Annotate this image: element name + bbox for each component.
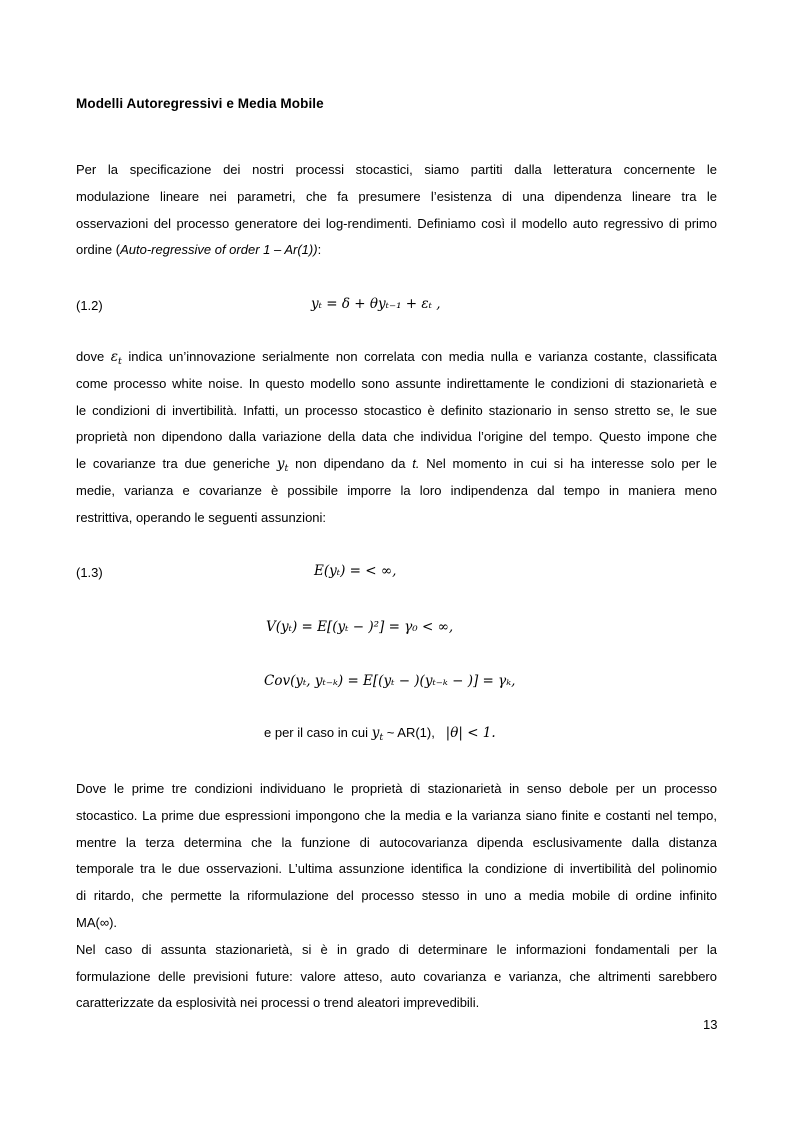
paragraph-stationarity [76,344,717,532]
paragraph-line: le covarianze tra due generiche $y_t$ non dipendano da t. Nel momento in cui si ha interesse solo per le [76,456,717,475]
paragraph-line: dove $\varepsilon_t$ indica un’innovazione serialmente non correlata con media nulla e varianza costante, classificata [76,349,717,367]
equation-number: (1.3) [76,565,103,580]
paragraph-line: come processo white noise. In questo modello sono assunte indirettamente le condizioni di stazionarietà e [76,375,717,391]
paragraph-line: caratterizzate da esplosività nei processi o trend aleatori imprevedibili. [76,995,480,1011]
paragraph-line: modulazione lineare nei parametri, che fa presumere l’esistenza di una dipendenza lineare tra le [76,188,717,204]
paragraph-line: restrittiva, operando le seguenti assunzioni: [76,509,327,525]
equation-variance: V(yₜ) = E[(yₜ − )²] = γ₀ < ∞, [266,619,454,635]
equation-ar1-condition: e per il caso in cui $y_t$ ~ AR(1), |θ| < 1. [264,725,496,743]
paragraph-intro [76,157,717,264]
paragraph-line: proprietà non dipendono dalla variazione della data che individua l’origine del tempo. Questo impone che [76,429,717,445]
paragraph-line: le condizioni di invertibilità. Infatti, un processo stocastico è definito stazionario in senso stretto se, le sue [76,402,717,418]
paragraph-line: temporale tra le due osservazioni. L’ultima assunzione identifica la condizione di invertibilità del polinomio [76,861,717,877]
equation-expectation: E(yₜ) = < ∞, [314,563,397,579]
paragraph-line: ordine (Auto-regressive of order 1 – Ar(1)): [76,242,322,258]
paragraph-line: medie, varianza e covarianze è possibile imporre la loro indipendenza dal tempo in maniera meno [76,482,717,498]
equation-covariance: Cov(yₜ, yₜ₋ₖ) = E[(yₜ − )(yₜ₋ₖ − )] = γₖ, [264,673,516,689]
paragraph-line: Dove le prime tre condizioni individuano le proprietà di stazionarietà in senso debole per un processo [76,781,717,796]
section-heading: Modelli Autoregressivi e Media Mobile [76,96,324,111]
page-number: 13 [703,1017,718,1032]
equation-ar1: yₜ = δ + θyₜ₋₁ + εₜ , [311,296,441,312]
paragraph-line: formulazione delle previsioni future: valore atteso, auto covarianza e varianza, che altrimenti sarebbero [76,968,717,984]
paragraph-line: Nel caso di assunta stazionarietà, si è in grado di determinare le informazioni fondamentali per la [76,941,717,957]
paragraph-line: stocastico. La prime due espressioni impongono che la media e la varianza siano finite e costanti nel tempo, [76,807,717,823]
italic-term: Auto-regressive of order 1 – Ar(1)) [120,242,318,258]
paragraph-line: osservazioni del processo generatore dei log-rendimenti. Definiamo così il modello auto regressivo di primo [76,215,717,231]
paragraph-conclusion [76,776,717,1017]
paragraph-line: Per la specificazione dei nostri processi stocastici, siamo partiti dalla letteratura concernente le [76,162,717,177]
paragraph-line: mentre la terza determina che la funzione di autocovarianza dipenda esclusivamente dalla distanza [76,834,717,850]
paragraph-line: di ritardo, che permette la riformulazione del processo stesso in uno a media mobile di ordine infinito [76,888,717,904]
equation-number: (1.2) [76,298,103,313]
paragraph-line: MA(∞). [76,914,118,930]
